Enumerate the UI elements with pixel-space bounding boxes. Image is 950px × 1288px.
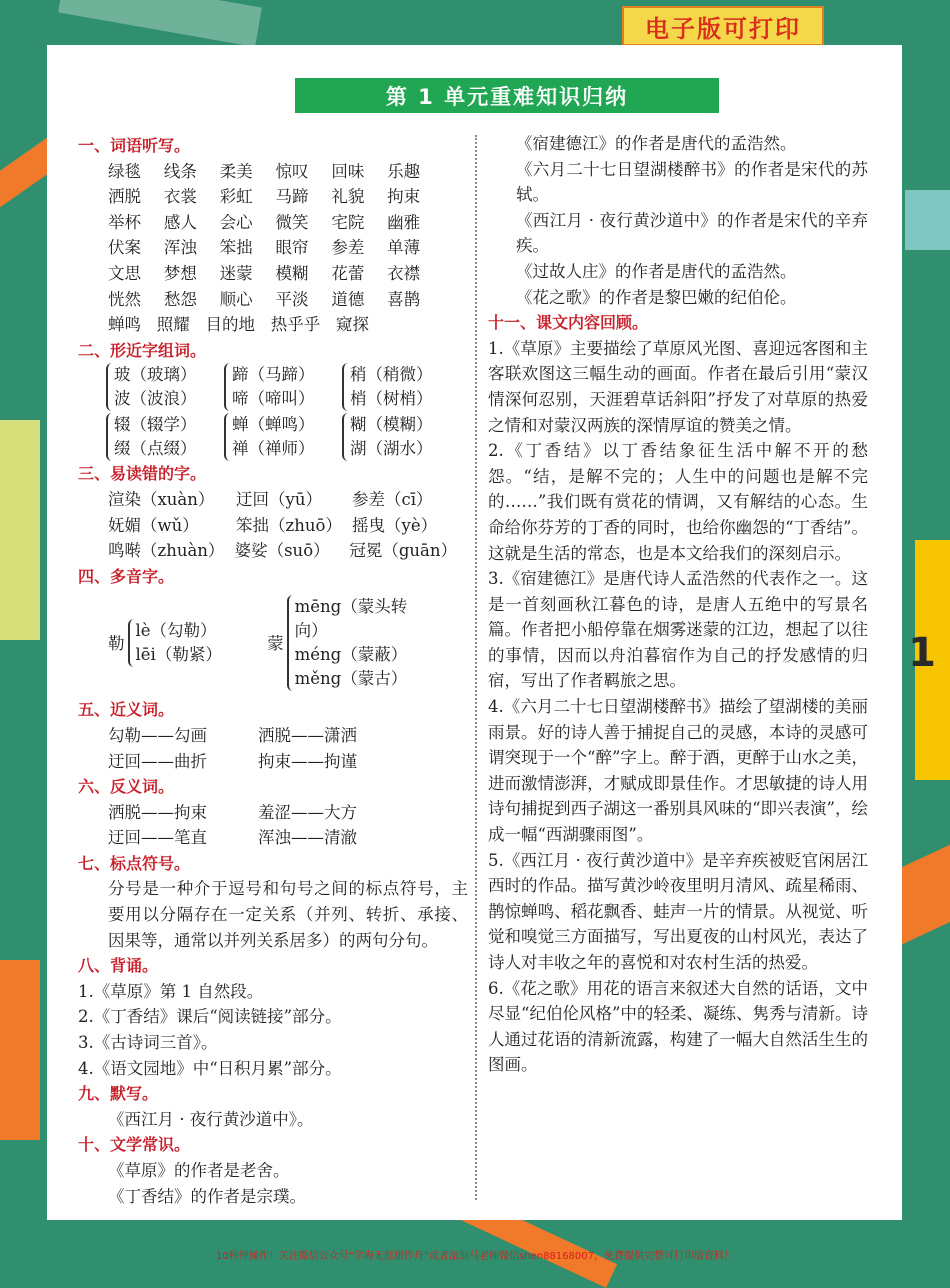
word: 模糊 <box>275 263 309 283</box>
word: 道德 <box>331 289 365 309</box>
word: 顺心 <box>219 289 253 309</box>
section-title-literature: 十、文学常识。 <box>78 1135 191 1155</box>
misread-item: 迂回（yū） <box>236 489 322 509</box>
word: 单薄 <box>387 238 421 258</box>
char-word: 玻（玻璃） <box>114 365 197 385</box>
synonym-pair: 洒脱——潇洒 <box>258 725 357 745</box>
word: 笨拙 <box>219 238 253 258</box>
review-paragraph: 2.《丁香结》以丁香结象征生活中解不开的愁怨。“结，是解不完的；人生中的问题也是解不完的……”我们既有赏花的情调，又有解结的心态。生命给你芬芳的丁香的同时，也给你幽怨的“丁香结”。这就是生活的常态，也是本文给我们的深刻启示。 <box>488 441 868 563</box>
word: 浑浊 <box>163 238 197 258</box>
char-word: 稍（稍微） <box>350 365 433 385</box>
misread-item: 婆娑（suō） <box>234 541 330 561</box>
printable-stamp: 电子版可打印 <box>622 6 824 46</box>
punctuation-text: 分号是一种介于逗号和句号之间的标点符号，主要用以分隔存在一定关系（并列、转折、承接、因果等，通常以并列关系居多）的两句分句。 <box>108 879 468 950</box>
word: 文思 <box>108 263 141 283</box>
misread-item: 摇曳（yè） <box>352 515 438 535</box>
polyphone-char: 勒 <box>108 633 125 653</box>
footer-banner: 10秒钟操作！关注微信公众号“学海无涯甜作舟”或者添加马老师微信shen88168007，免费提供完整可打印版资料！ <box>215 1251 735 1262</box>
recitation-item: 3.《古诗词三首》。 <box>78 1033 218 1053</box>
word: 礼貌 <box>331 187 365 207</box>
dictation-writing-text: 《西江月 · 夜行黄沙道中》。 <box>108 1109 314 1129</box>
left-column <box>78 133 468 1209</box>
dictation-word-grid <box>78 159 443 313</box>
word: 梦想 <box>163 263 197 283</box>
unit-number-mark: 1 <box>908 630 936 676</box>
char-group <box>342 363 460 411</box>
char-word: 湖（湖水） <box>350 439 433 459</box>
section-title-antonyms: 六、反义词。 <box>78 777 175 797</box>
recitation-item: 4.《语文园地》中“日积月累”部分。 <box>78 1058 342 1078</box>
document-page <box>47 45 902 1220</box>
char-word: 辍（辍学） <box>114 415 197 435</box>
word: 会心 <box>219 212 253 232</box>
reading: méng（蒙蔽） <box>294 645 408 665</box>
literature-item: 《宿建德江》的作者是唐代的孟浩然。 <box>516 134 797 153</box>
misread-item: 参差（cī） <box>352 489 433 509</box>
char-word: 梢（树梢） <box>350 389 433 409</box>
misread-item: 冠冕（guān） <box>349 541 457 561</box>
reading: lēi（勒紧） <box>135 645 222 665</box>
word: 宅院 <box>331 212 365 232</box>
literature-item: 《西江月 · 夜行黄沙道中》的作者是宋代的辛弃疾。 <box>516 210 868 256</box>
decor-block <box>0 960 40 1140</box>
word: 举杯 <box>108 212 141 232</box>
review-paragraph: 5.《西江月 · 夜行黄沙道中》是辛弃疾被贬官闲居江西时的作品。描写黄沙岭夜里明月清风、疏星稀雨、鹊惊蝉鸣、稻花飘香、蛙声一片的情景。从视觉、听觉和嗅觉三方面描写，写出夏夜的山村风光，表达了诗人对丰收之年的喜悦和对农村生活的热爱。 <box>488 850 868 972</box>
char-group <box>224 363 342 411</box>
word: 参差 <box>331 238 365 258</box>
polyphone-readings <box>128 619 228 667</box>
antonym-row <box>78 800 468 826</box>
word: 感人 <box>163 212 197 232</box>
antonym-pair: 羞涩——大方 <box>258 802 357 822</box>
section-title-misread-chars: 三、易读错的字。 <box>78 464 207 484</box>
reading: mēng（蒙头转向） <box>294 597 408 641</box>
word: 衣襟 <box>387 263 421 283</box>
section-title-punctuation: 七、标点符号。 <box>78 853 191 873</box>
section-title-dictation: 一、词语听写。 <box>78 136 191 155</box>
char-word: 禅（禅师） <box>232 439 315 459</box>
char-word: 蝉（蝉鸣） <box>232 415 315 435</box>
word: 彩虹 <box>219 187 253 207</box>
decor-stripe <box>58 0 262 47</box>
word: 线条 <box>163 161 197 181</box>
char-word: 蹄（马蹄） <box>232 365 315 385</box>
antonym-pair: 洒脱——拘束 <box>108 802 207 822</box>
char-group <box>342 413 460 461</box>
char-group <box>106 413 224 461</box>
misread-row <box>78 538 468 564</box>
right-column <box>488 131 868 1078</box>
word: 迷蒙 <box>219 263 253 283</box>
word: 洒脱 <box>108 187 141 207</box>
synonym-pair: 勾勒——勾画 <box>108 725 207 745</box>
review-paragraph: 4.《六月二十七日望湖楼醉书》描绘了望湖楼的美丽雨景。好的诗人善于捕捉自己的灵感，本诗的灵感可谓突现于一个“醉”字上。醉于酒，更醉于山水之美，进而激情澎湃，才赋成即景佳作。才思敏捷的诗人用诗句捕捉到西子湖这一番别具风味的“即兴表演”，绘成一幅“西湖骤雨图”。 <box>488 697 868 845</box>
polyphone-readings <box>287 595 428 691</box>
char-word: 糊（模糊） <box>350 415 433 435</box>
polyphone-block <box>78 595 468 691</box>
char-word: 缀（点缀） <box>114 439 197 459</box>
antonym-pair: 浑浊——清澈 <box>258 828 357 848</box>
literature-item: 《六月二十七日望湖楼醉书》的作者是宋代的苏轼。 <box>516 159 868 205</box>
word: 乐趣 <box>387 161 421 181</box>
char-word: 啼（啼叫） <box>232 389 315 409</box>
reading: lè（勾勒） <box>135 621 217 641</box>
recitation-item: 1.《草原》第 1 自然段。 <box>78 981 264 1001</box>
word: 衣裳 <box>163 187 197 207</box>
misread-item: 渲染（xuàn） <box>108 489 215 509</box>
reading: měng（蒙古） <box>294 669 408 689</box>
literature-item: 《过故人庄》的作者是唐代的孟浩然。 <box>516 261 797 281</box>
antonym-row <box>78 825 468 851</box>
word: 马蹄 <box>275 187 309 207</box>
word: 惊叹 <box>275 161 309 181</box>
word: 花蕾 <box>331 263 365 283</box>
section-title-polyphones: 四、多音字。 <box>78 566 175 586</box>
decor-block <box>905 190 950 250</box>
review-paragraph: 1.《草原》主要描绘了草原风光图、喜迎远客图和主客联欢图这三幅生动的画面。作者在最后引用“蒙汉情深何忍别，天涯碧草话斜阳”抒发了对草原的热爱之情和对蒙汉两族的深情厚谊的赞美之情。 <box>488 338 868 435</box>
word: 伏案 <box>108 238 141 258</box>
word: 拘束 <box>387 187 421 207</box>
dictation-last-row: 蝉鸣 照耀 目的地 热乎乎 窥探 <box>108 315 369 335</box>
synonym-pair: 迂回——曲折 <box>108 751 207 771</box>
review-paragraph: 6.《花之歌》用花的语言来叙述大自然的话语，文中尽显“纪伯伦风格”中的轻柔、凝练、隽秀与清新。诗人通过花语的清新流露，构建了一幅大自然活生生的图画。 <box>488 978 868 1075</box>
misread-item: 笨拙（zhuō） <box>236 515 342 535</box>
similar-chars-row <box>78 363 468 411</box>
literature-item: 《草原》的作者是老舍。 <box>108 1161 290 1180</box>
section-title-synonyms: 五、近义词。 <box>78 700 175 720</box>
word: 喜鹊 <box>387 289 421 309</box>
misread-row <box>78 487 468 513</box>
polyphone-char: 蒙 <box>267 633 284 653</box>
similar-chars-row <box>78 413 468 461</box>
word: 微笑 <box>275 212 309 232</box>
column-divider <box>475 135 477 1200</box>
word: 绿毯 <box>108 161 141 181</box>
section-title-recitation: 八、背诵。 <box>78 956 159 976</box>
word: 幽雅 <box>387 212 421 232</box>
literature-item: 《丁香结》的作者是宗璞。 <box>108 1186 306 1206</box>
char-group <box>224 413 342 461</box>
section-title-dictation-writing: 九、默写。 <box>78 1084 159 1104</box>
char-group <box>106 363 224 411</box>
misread-item: 妩媚（wǔ） <box>108 515 199 535</box>
char-word: 波（波浪） <box>114 389 197 409</box>
recitation-item: 2.《丁香结》课后“阅读链接”部分。 <box>78 1007 342 1027</box>
synonym-pair: 拘束——拘谨 <box>258 751 357 771</box>
word: 平淡 <box>275 289 309 309</box>
page-title: 第 1 单元重难知识归纳 <box>295 78 719 113</box>
antonym-pair: 迂回——笔直 <box>108 828 207 848</box>
word: 回味 <box>331 161 365 181</box>
word: 柔美 <box>219 161 253 181</box>
review-paragraph: 3.《宿建德江》是唐代诗人孟浩然的代表作之一。这是一首刻画秋江暮色的诗，是唐人五绝中的写景名篇。作者把小船停靠在烟雾迷蒙的江边，想起了以往的事情，因而以舟泊暮宿作为自己的抒发感情的归宿，写出了作者羁旅之思。 <box>488 569 868 691</box>
synonym-row <box>78 749 468 775</box>
word: 愁怨 <box>163 289 197 309</box>
section-title-similar-chars: 二、形近字组词。 <box>78 340 207 360</box>
literature-item: 《花之歌》的作者是黎巴嫩的纪伯伦。 <box>516 287 797 307</box>
decor-block <box>0 420 40 640</box>
misread-row <box>78 513 468 539</box>
word: 眼帘 <box>275 238 309 258</box>
synonym-row <box>78 723 468 749</box>
misread-item: 鸣啭（zhuàn） <box>108 541 225 561</box>
word: 恍然 <box>108 289 141 309</box>
section-title-text-review: 十一、课文内容回顾。 <box>488 313 649 333</box>
